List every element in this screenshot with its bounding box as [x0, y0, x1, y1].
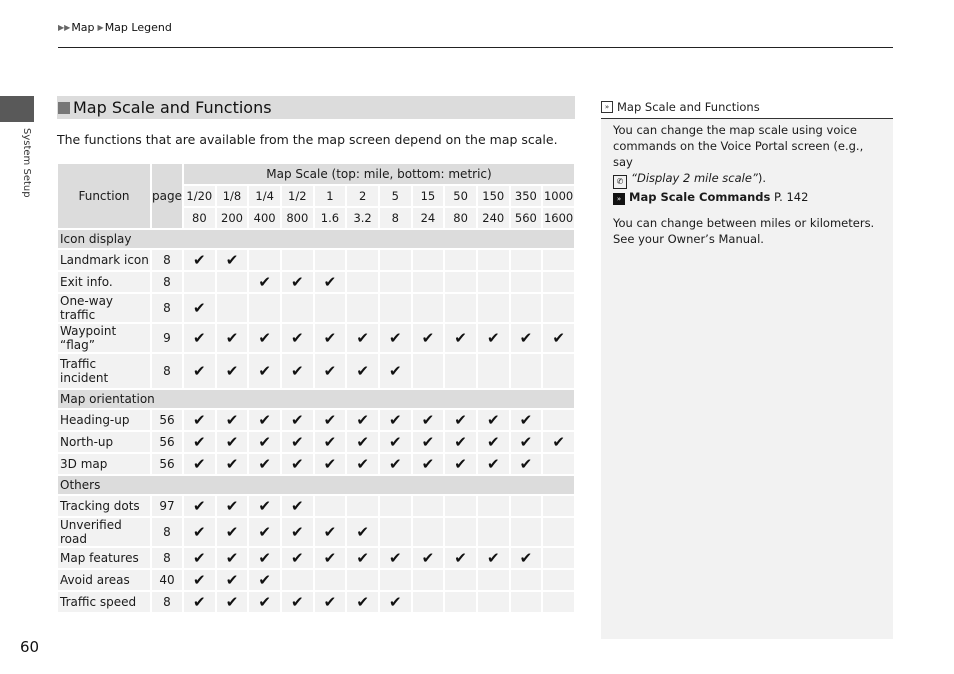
empty-cell [282, 250, 313, 270]
page-ref: 8 [152, 592, 182, 612]
empty-cell [478, 570, 509, 590]
check-icon: ✔ [282, 518, 313, 546]
check-icon: ✔ [282, 432, 313, 452]
check-icon: ✔ [445, 432, 476, 452]
empty-cell [217, 272, 248, 292]
check-icon: ✔ [249, 496, 280, 516]
chapter-label: System Setup [21, 128, 32, 198]
check-icon: ✔ [347, 518, 378, 546]
empty-cell [413, 354, 444, 388]
check-icon: ✔ [478, 432, 509, 452]
section-intro: The functions that are available from the map screen depend on the map scale. [57, 132, 558, 147]
check-icon: ✔ [347, 324, 378, 352]
check-icon: ✔ [184, 354, 215, 388]
empty-cell [315, 294, 346, 322]
check-icon: ✔ [380, 548, 411, 568]
reference-page: P. 142 [774, 190, 809, 204]
check-icon: ✔ [184, 518, 215, 546]
table-row [58, 454, 574, 474]
check-icon: ✔ [217, 432, 248, 452]
empty-cell [445, 592, 476, 612]
breadcrumb-item-map-legend[interactable]: Map Legend [104, 21, 172, 34]
empty-cell [445, 354, 476, 388]
check-icon: ✔ [282, 272, 313, 292]
group-row [58, 476, 574, 494]
table-row [58, 410, 574, 430]
voice-paragraph [613, 122, 883, 189]
breadcrumb-arrow-icon: ▶ [97, 23, 104, 32]
check-icon: ✔ [315, 324, 346, 352]
scale-mile-cell: 1/8 [217, 186, 248, 206]
check-icon: ✔ [315, 354, 346, 388]
empty-cell [184, 272, 215, 292]
breadcrumb-item-map[interactable]: Map [71, 21, 95, 34]
scale-metric-cell: 200 [217, 208, 248, 228]
voice-end-text: ). [757, 171, 767, 185]
check-icon: ✔ [478, 410, 509, 430]
empty-cell [511, 592, 542, 612]
empty-cell [445, 294, 476, 322]
check-icon: ✔ [217, 592, 248, 612]
check-icon: ✔ [445, 410, 476, 430]
function-name: Traffic incident [58, 354, 150, 388]
check-icon: ✔ [315, 432, 346, 452]
empty-cell [511, 354, 542, 388]
empty-cell [413, 518, 444, 546]
empty-cell [315, 250, 346, 270]
scale-mile-cell: 15 [413, 186, 444, 206]
check-icon: ✔ [380, 432, 411, 452]
check-icon: ✔ [413, 432, 444, 452]
empty-cell [478, 294, 509, 322]
check-icon: ✔ [282, 354, 313, 388]
table-row [58, 324, 574, 352]
check-icon: ✔ [511, 454, 542, 474]
voice-intro-text: You can change the map scale using voice commands on the Voice Portal screen (e.g., say [613, 123, 864, 169]
table-row [58, 272, 574, 292]
side-panel-body [613, 122, 883, 247]
empty-cell [543, 410, 574, 430]
check-icon: ✔ [217, 324, 248, 352]
check-icon: ✔ [184, 496, 215, 516]
function-name: Waypoint “flag” [58, 324, 150, 352]
units-paragraph: You can change between miles or kilometers. See your Owner’s Manual. [613, 216, 875, 246]
empty-cell [478, 592, 509, 612]
check-icon: ✔ [347, 454, 378, 474]
check-icon: ✔ [511, 548, 542, 568]
check-icon: ✔ [478, 454, 509, 474]
check-icon: ✔ [184, 294, 215, 322]
check-icon: ✔ [217, 548, 248, 568]
check-icon: ✔ [282, 592, 313, 612]
scale-mile-cell: 350 [511, 186, 542, 206]
check-icon: ✔ [249, 324, 280, 352]
page-ref: 8 [152, 250, 182, 270]
group-label: Others [58, 476, 574, 494]
function-name: Map features [58, 548, 150, 568]
side-panel-divider [601, 118, 893, 119]
check-icon: ✔ [380, 454, 411, 474]
scale-mile-cell: 2 [347, 186, 378, 206]
scale-mile-cell: 50 [445, 186, 476, 206]
page-ref: 8 [152, 548, 182, 568]
function-name: Exit info. [58, 272, 150, 292]
page-ref: 97 [152, 496, 182, 516]
check-icon: ✔ [217, 454, 248, 474]
chapter-tab [0, 96, 34, 122]
empty-cell [543, 354, 574, 388]
page-ref: 8 [152, 272, 182, 292]
table-row [58, 496, 574, 516]
empty-cell [478, 354, 509, 388]
check-icon: ✔ [511, 410, 542, 430]
check-icon: ✔ [184, 432, 215, 452]
scale-mile-cell: 150 [478, 186, 509, 206]
reference-title[interactable]: Map Scale Commands [629, 190, 771, 204]
group-label: Icon display [58, 230, 574, 248]
check-icon: ✔ [184, 570, 215, 590]
check-icon: ✔ [315, 518, 346, 546]
check-icon: ✔ [282, 496, 313, 516]
empty-cell [347, 496, 378, 516]
voice-command: “Display 2 mile scale” [631, 171, 758, 185]
check-icon: ✔ [413, 324, 444, 352]
empty-cell [217, 294, 248, 322]
check-icon: ✔ [445, 324, 476, 352]
check-icon: ✔ [511, 432, 542, 452]
check-icon: ✔ [315, 548, 346, 568]
check-icon: ✔ [478, 324, 509, 352]
map-scale-table [56, 162, 576, 614]
check-icon: ✔ [315, 454, 346, 474]
scale-metric-cell: 560 [511, 208, 542, 228]
group-label: Map orientation [58, 390, 574, 408]
function-name: Unverified road [58, 518, 150, 546]
empty-cell [478, 518, 509, 546]
scale-mile-cell: 1000 [543, 186, 574, 206]
function-name: Tracking dots [58, 496, 150, 516]
check-icon: ✔ [249, 570, 280, 590]
section-square-icon [58, 102, 70, 114]
empty-cell [249, 294, 280, 322]
table-row [58, 432, 574, 452]
section-title: Map Scale and Functions [73, 98, 272, 117]
empty-cell [282, 570, 313, 590]
scale-metric-cell: 400 [249, 208, 280, 228]
scale-metric-cell: 1600 [543, 208, 574, 228]
check-icon: ✔ [249, 548, 280, 568]
empty-cell [347, 272, 378, 292]
check-icon: ✔ [347, 432, 378, 452]
empty-cell [511, 294, 542, 322]
check-icon: ✔ [315, 272, 346, 292]
check-icon: ✔ [347, 410, 378, 430]
empty-cell [511, 272, 542, 292]
check-icon: ✔ [184, 548, 215, 568]
check-icon: ✔ [249, 432, 280, 452]
map-scale-header: Map Scale (top: mile, bottom: metric) [184, 164, 574, 184]
empty-cell [347, 250, 378, 270]
check-icon: ✔ [347, 354, 378, 388]
check-icon: ✔ [282, 454, 313, 474]
check-icon: ✔ [347, 548, 378, 568]
table-row [58, 518, 574, 546]
page-ref: 9 [152, 324, 182, 352]
check-icon: ✔ [249, 592, 280, 612]
empty-cell [282, 294, 313, 322]
empty-cell [347, 294, 378, 322]
scale-mile-cell: 1/2 [282, 186, 313, 206]
empty-cell [543, 294, 574, 322]
function-column-header: Function [58, 164, 150, 228]
page-ref: 8 [152, 354, 182, 388]
empty-cell [543, 570, 574, 590]
side-panel [601, 96, 893, 639]
check-icon: ✔ [413, 548, 444, 568]
empty-cell [380, 518, 411, 546]
check-icon: ✔ [478, 548, 509, 568]
check-icon: ✔ [249, 272, 280, 292]
empty-cell [511, 518, 542, 546]
check-icon: ✔ [511, 324, 542, 352]
empty-cell [413, 592, 444, 612]
empty-cell [445, 496, 476, 516]
table-row [58, 294, 574, 322]
check-icon: ✔ [217, 496, 248, 516]
empty-cell [413, 496, 444, 516]
scale-metric-cell: 8 [380, 208, 411, 228]
table-row [58, 592, 574, 612]
table-row [58, 354, 574, 388]
empty-cell [347, 570, 378, 590]
function-name: 3D map [58, 454, 150, 474]
scale-mile-cell: 1/20 [184, 186, 215, 206]
side-panel-header [601, 96, 893, 118]
empty-cell [380, 250, 411, 270]
scale-metric-cell: 24 [413, 208, 444, 228]
empty-cell [315, 570, 346, 590]
empty-cell [511, 496, 542, 516]
scale-mile-cell: 5 [380, 186, 411, 206]
empty-cell [380, 570, 411, 590]
page-ref: 56 [152, 432, 182, 452]
reference-arrow-icon: » [613, 193, 625, 205]
scale-mile-cell: 1 [315, 186, 346, 206]
breadcrumb [58, 21, 175, 34]
check-icon: ✔ [315, 592, 346, 612]
note-icon: » [601, 101, 613, 113]
check-icon: ✔ [184, 250, 215, 270]
check-icon: ✔ [380, 354, 411, 388]
check-icon: ✔ [249, 518, 280, 546]
empty-cell [445, 250, 476, 270]
empty-cell [511, 250, 542, 270]
page-ref: 40 [152, 570, 182, 590]
table-row [58, 250, 574, 270]
empty-cell [511, 570, 542, 590]
check-icon: ✔ [282, 548, 313, 568]
check-icon: ✔ [217, 570, 248, 590]
check-icon: ✔ [347, 592, 378, 612]
empty-cell [543, 272, 574, 292]
page-number: 60 [20, 638, 40, 656]
check-icon: ✔ [249, 354, 280, 388]
breadcrumb-arrow-icon: ▶▶ [58, 23, 71, 32]
check-icon: ✔ [217, 410, 248, 430]
page-ref: 56 [152, 410, 182, 430]
empty-cell [380, 272, 411, 292]
function-name: Avoid areas [58, 570, 150, 590]
check-icon: ✔ [380, 592, 411, 612]
page-ref: 8 [152, 294, 182, 322]
check-icon: ✔ [184, 410, 215, 430]
check-icon: ✔ [380, 324, 411, 352]
check-icon: ✔ [282, 410, 313, 430]
check-icon: ✔ [249, 410, 280, 430]
function-name: Landmark icon [58, 250, 150, 270]
empty-cell [445, 272, 476, 292]
empty-cell [543, 454, 574, 474]
group-row [58, 390, 574, 408]
empty-cell [543, 592, 574, 612]
check-icon: ✔ [380, 410, 411, 430]
table-row [58, 548, 574, 568]
side-panel-title: Map Scale and Functions [617, 100, 760, 114]
empty-cell [478, 496, 509, 516]
check-icon: ✔ [282, 324, 313, 352]
empty-cell [413, 570, 444, 590]
section-heading [57, 96, 575, 119]
empty-cell [380, 294, 411, 322]
check-icon: ✔ [184, 592, 215, 612]
empty-cell [445, 570, 476, 590]
empty-cell [543, 518, 574, 546]
empty-cell [380, 496, 411, 516]
table-row [58, 570, 574, 590]
check-icon: ✔ [217, 518, 248, 546]
empty-cell [543, 250, 574, 270]
check-icon: ✔ [413, 454, 444, 474]
empty-cell [478, 272, 509, 292]
function-name: Traffic speed [58, 592, 150, 612]
check-icon: ✔ [184, 454, 215, 474]
empty-cell [413, 272, 444, 292]
check-icon: ✔ [445, 548, 476, 568]
empty-cell [413, 250, 444, 270]
check-icon: ✔ [543, 432, 574, 452]
scale-mile-cell: 1/4 [249, 186, 280, 206]
check-icon: ✔ [413, 410, 444, 430]
empty-cell [249, 250, 280, 270]
group-row [58, 230, 574, 248]
scale-metric-cell: 1.6 [315, 208, 346, 228]
scale-metric-cell: 80 [184, 208, 215, 228]
cross-reference[interactable] [613, 189, 883, 205]
check-icon: ✔ [445, 454, 476, 474]
page-ref: 56 [152, 454, 182, 474]
empty-cell [543, 496, 574, 516]
function-name: North-up [58, 432, 150, 452]
empty-cell [478, 250, 509, 270]
scale-metric-cell: 240 [478, 208, 509, 228]
function-name: One-way traffic [58, 294, 150, 322]
scale-metric-cell: 80 [445, 208, 476, 228]
scale-metric-cell: 3.2 [347, 208, 378, 228]
check-icon: ✔ [184, 324, 215, 352]
empty-cell [445, 518, 476, 546]
check-icon: ✔ [315, 410, 346, 430]
header-divider [58, 47, 893, 48]
empty-cell [543, 548, 574, 568]
check-icon: ✔ [217, 250, 248, 270]
voice-command-icon: ✆ [613, 175, 627, 189]
empty-cell [315, 496, 346, 516]
empty-cell [413, 294, 444, 322]
scale-metric-cell: 800 [282, 208, 313, 228]
check-icon: ✔ [543, 324, 574, 352]
page-column-header: page [152, 164, 182, 228]
check-icon: ✔ [217, 354, 248, 388]
check-icon: ✔ [249, 454, 280, 474]
function-name: Heading-up [58, 410, 150, 430]
page-ref: 8 [152, 518, 182, 546]
